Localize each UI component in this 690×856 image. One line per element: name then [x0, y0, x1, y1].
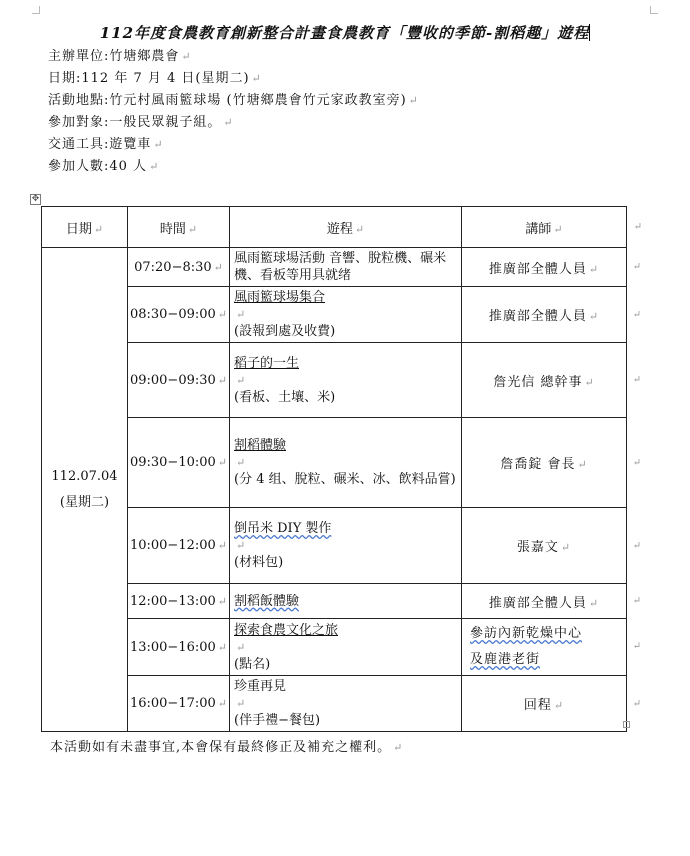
table-row: [42, 248, 627, 287]
page-margin-mark-top-right: [650, 6, 658, 14]
leader-cell[interactable]: 推廣部全體人員 ↵ ↵: [462, 584, 627, 619]
table-row: [42, 418, 627, 508]
leader-cell[interactable]: 參訪內新乾燥中心 及鹿港老街 ↵: [462, 619, 627, 676]
table-resize-handle-icon[interactable]: [623, 721, 630, 728]
info-audience[interactable]: 參加對象:一般民眾親子組。 ↵: [48, 115, 234, 130]
table-row: [42, 287, 627, 343]
info-location[interactable]: 活動地點:竹元村風雨籃球場 (竹塘鄉農會竹元家政教室旁) ↵: [48, 93, 419, 108]
document-title[interactable]: 112年度食農教育創新整合計畫食農教育「豐收的季節-割稻趣」遊程: [99, 24, 590, 42]
table-row: [42, 619, 627, 676]
header-activity[interactable]: 遊程 ↵: [230, 207, 462, 248]
activity-cell[interactable]: 風雨籃球場集合 ↵ (設報到處及收費): [230, 287, 462, 343]
date-cell[interactable]: 112.07.04 (星期二): [42, 248, 128, 732]
activity-cell[interactable]: 探索食農文化之旅 ↵ (點名): [230, 619, 462, 676]
table-header-row: [42, 207, 627, 248]
activity-cell[interactable]: 倒吊米 DIY 製作 ↵ (材料包): [230, 508, 462, 584]
schedule-table: [41, 206, 627, 732]
leader-cell[interactable]: 詹喬錠 會長 ↵ ↵: [462, 418, 627, 508]
activity-cell[interactable]: 割稻體驗 ↵ (分 4 组、脫粒、碾米、冰、飲料品嘗): [230, 418, 462, 508]
leader-cell[interactable]: 回程 ↵ ↵: [462, 676, 627, 732]
activity-cell[interactable]: 割稻飯體驗: [230, 584, 462, 619]
header-date[interactable]: 日期 ↵: [42, 207, 128, 248]
time-cell[interactable]: 09:30−10:00 ↵: [128, 418, 230, 508]
info-headcount[interactable]: 參加人數:40 人 ↵: [48, 159, 160, 174]
info-transport[interactable]: 交通工具:遊覽車 ↵: [48, 137, 164, 152]
page-margin-mark-top-left: [32, 6, 40, 14]
info-date[interactable]: 日期:112 年 7 月 4 日(星期二) ↵: [48, 71, 262, 86]
header-time[interactable]: 時間 ↵: [128, 207, 230, 248]
table-row: [42, 584, 627, 619]
event-info: [48, 46, 419, 178]
leader-cell[interactable]: 推廣部全體人員 ↵ ↵: [462, 248, 627, 287]
table-row: [42, 508, 627, 584]
leader-cell[interactable]: 張嘉文 ↵ ↵: [462, 508, 627, 584]
header-leader[interactable]: 講師 ↵ ↵: [462, 207, 627, 248]
info-organizer[interactable]: 主辦單位:竹塘鄉農會 ↵: [48, 49, 192, 64]
table-move-handle-icon[interactable]: ✥: [31, 194, 40, 204]
table-row: [42, 343, 627, 418]
activity-cell[interactable]: 風雨籃球場活動 音響、脫粒機、碾米機、看板等用具就绪: [230, 248, 462, 287]
table-row: [42, 676, 627, 732]
activity-cell[interactable]: 稻子的一生 ↵ (看板、土壤、米): [230, 343, 462, 418]
time-cell[interactable]: 16:00−17:00 ↵: [128, 676, 230, 732]
time-cell[interactable]: 13:00−16:00 ↵: [128, 619, 230, 676]
time-cell[interactable]: 10:00−12:00 ↵: [128, 508, 230, 584]
text-cursor: [589, 24, 590, 41]
footnote[interactable]: 本活動如有未盡事宜,本會保有最終修正及補充之權利。 ↵: [50, 740, 404, 755]
time-cell[interactable]: 09:00−09:30 ↵: [128, 343, 230, 418]
time-cell[interactable]: 12:00−13:00 ↵: [128, 584, 230, 619]
time-cell[interactable]: 08:30−09:00 ↵: [128, 287, 230, 343]
time-cell[interactable]: 07:20−8:30 ↵: [128, 248, 230, 287]
leader-cell[interactable]: 詹光信 總幹事 ↵ ↵: [462, 343, 627, 418]
activity-cell[interactable]: 珍重再見 ↵ (伴手禮−餐包): [230, 676, 462, 732]
leader-cell[interactable]: 推廣部全體人員 ↵ ↵: [462, 287, 627, 343]
